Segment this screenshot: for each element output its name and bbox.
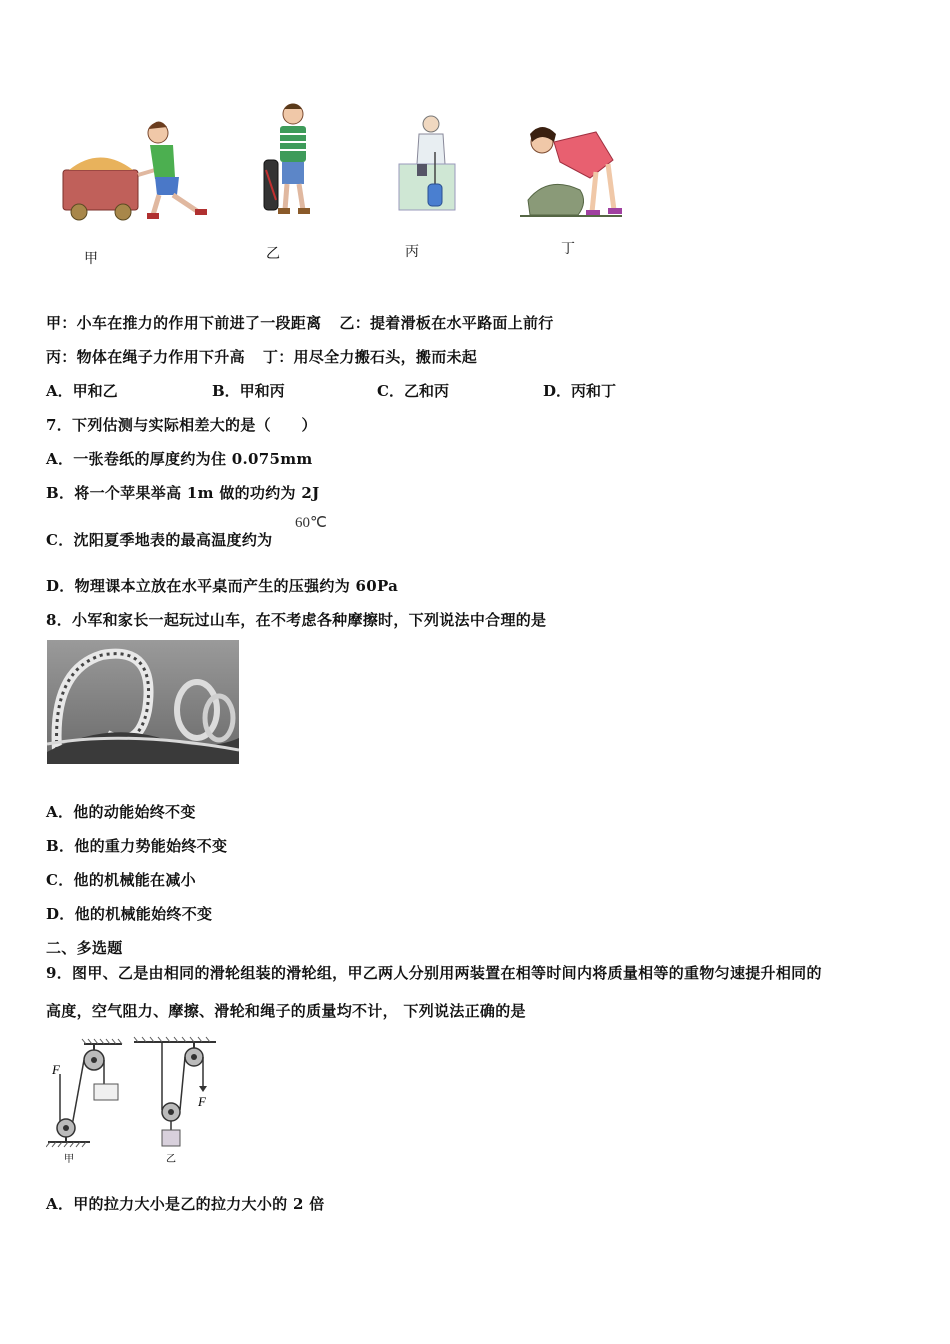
q9-stem-line2: 高度，空气阻力、摩擦、滑轮和绳子的质量均不计， 下列说法正确的是 — [46, 1002, 526, 1020]
man-lifting-object-illustration — [395, 112, 461, 212]
q7-option-c[interactable]: C．沈阳夏季地表的最高温度约为 — [46, 531, 273, 549]
force-label-yi: F — [198, 1094, 206, 1109]
q8-option-a[interactable]: A．他的动能始终不变 — [46, 803, 196, 821]
girl-lifting-stone-illustration — [518, 120, 623, 220]
caption-ding: 丁 — [561, 241, 575, 257]
pulley-system-diagram — [46, 1034, 226, 1166]
q6-option-c[interactable]: C．乙和丙 — [377, 382, 449, 400]
caption-jia: 甲 — [84, 251, 98, 267]
boy-with-skateboard-illustration — [258, 100, 328, 225]
caption-pulley-yi: 乙 — [166, 1154, 176, 1165]
q6-option-b[interactable]: B．甲和丙 — [212, 382, 285, 400]
q6-option-d[interactable]: D．丙和丁 — [543, 382, 617, 400]
q8-option-b[interactable]: B．他的重力势能始终不变 — [46, 837, 228, 855]
q7-option-a[interactable]: A．一张卷纸的厚度约为住 0.075mm — [46, 450, 313, 468]
load-block-jia — [94, 1084, 118, 1100]
q6-desc-yi: 乙：提着滑板在水平路面上前行 — [339, 314, 554, 332]
caption-pulley-jia: 甲 — [64, 1154, 74, 1165]
q6-desc-ding: 丁：用尽全力搬石头，搬而未起 — [262, 348, 478, 366]
load-block-yi — [162, 1130, 180, 1146]
q7-option-b[interactable]: B．将一个苹果举高 1m 做的功约为 2J — [46, 484, 320, 502]
boy-pushing-cart-illustration — [55, 115, 215, 225]
q8-stem: 8．小军和家长一起玩过山车，在不考虑各种摩擦时，下列说法中合理的是 — [46, 611, 547, 629]
caption-yi: 乙 — [266, 246, 280, 262]
q9-option-a[interactable]: A．甲的拉力大小是乙的拉力大小的 2 倍 — [46, 1195, 325, 1213]
q6-description-line1 — [46, 312, 554, 333]
q7-option-c-temperature: 60℃ — [295, 515, 327, 531]
q6-desc-bing: 丙：物体在绳子力作用下升高 — [46, 348, 245, 366]
q7-stem: 7．下列估测与实际相差大的是（ ） — [46, 416, 317, 434]
caption-bing: 丙 — [405, 244, 419, 260]
q7-option-d[interactable]: D．物理课本立放在水平桌而产生的压强约为 60Pa — [46, 577, 399, 595]
q8-option-c[interactable]: C．他的机械能在减小 — [46, 871, 196, 889]
q6-description-line2 — [46, 346, 477, 367]
section-title-multiple-choice: 二、多选题 — [46, 939, 123, 957]
q8-option-d[interactable]: D．他的机械能始终不变 — [46, 905, 213, 923]
force-label-jia: F — [52, 1062, 60, 1077]
roller-coaster-photo — [47, 640, 239, 764]
q9-stem-line1: 9．图甲、乙是由相同的滑轮组装的滑轮组，甲乙两人分别用两装置在相等时间内将质量相等的重物匀速提升相同的 — [46, 964, 822, 982]
q6-desc-jia: 甲：小车在推力的作用下前进了一段距离 — [46, 314, 322, 332]
q6-option-a[interactable]: A．甲和乙 — [46, 382, 118, 400]
